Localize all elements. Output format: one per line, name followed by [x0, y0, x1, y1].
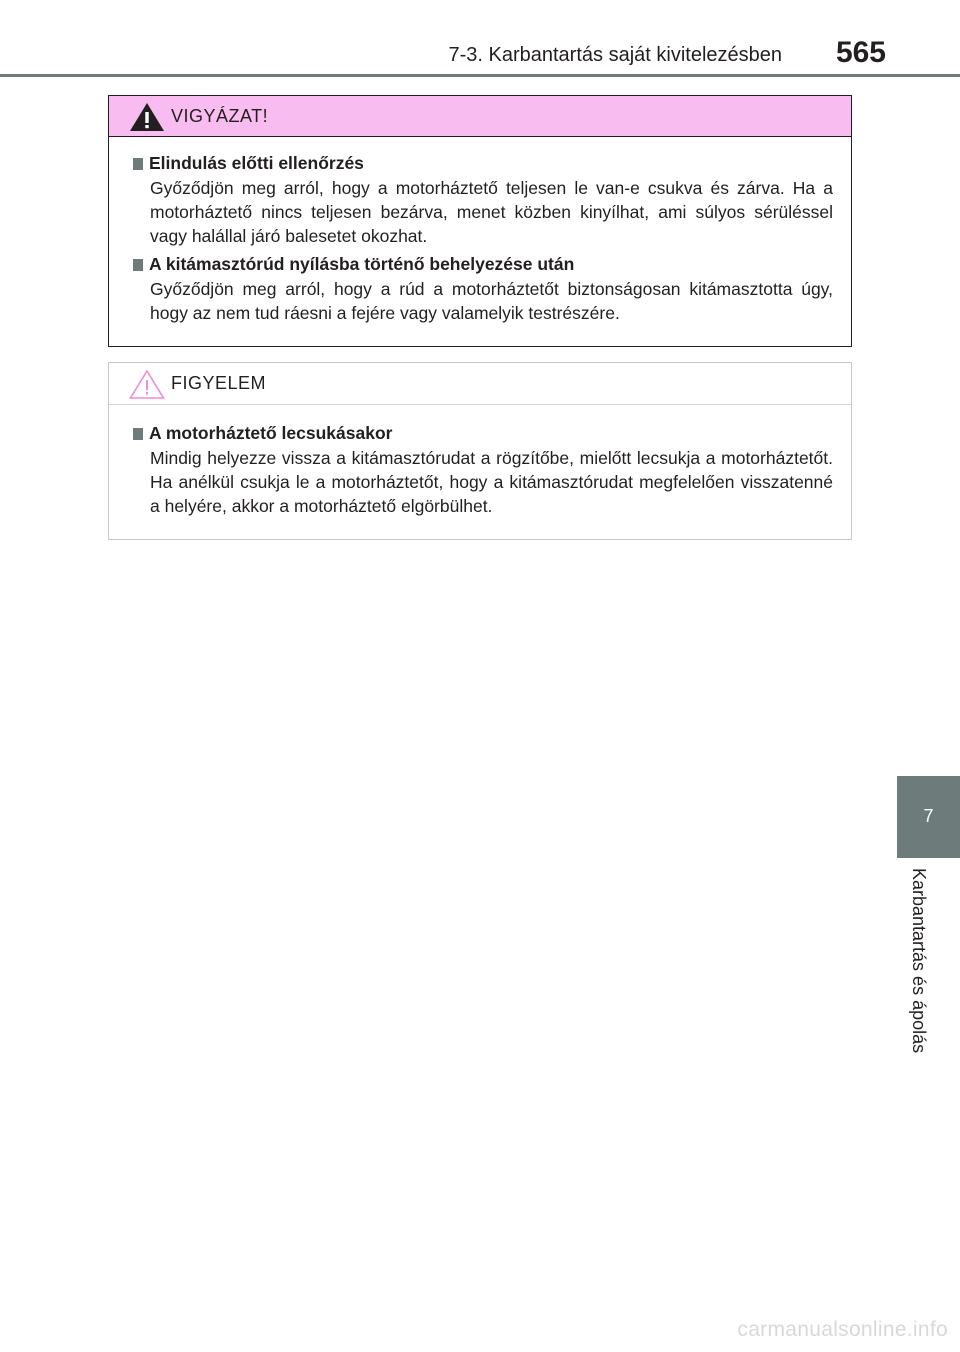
notice-heading: FIGYELEM — [171, 373, 267, 393]
warning-item-text: Győződjön meg arról, hogy a rúd a motorháztetőt biztonságosan kitámasztotta úgy, hogy az nem tud ráesni a fejére vagy valamelyik testrészére. — [150, 279, 833, 323]
warning-item — [133, 151, 833, 248]
warning-content — [109, 137, 851, 325]
warning-heading: VIGYÁZAT! — [171, 106, 269, 126]
notice-item — [133, 421, 833, 518]
warning-item-title: Elindulás előtti ellenőrzés — [133, 151, 833, 176]
warning-header — [109, 96, 851, 137]
chapter-number: 7 — [923, 806, 934, 826]
chapter-label: Karbantartás és ápolás — [909, 868, 929, 1054]
square-bullet-icon — [133, 158, 143, 170]
square-bullet-icon — [133, 259, 143, 271]
notice-content — [109, 405, 851, 518]
notice-item-text: Mindig helyezze vissza a kitámasztórudat a rögzítőbe, mielőtt lecsukja a motorháztetőt. Ha anélkül csukja le a motorháztetőt, hogy a kitámasztórudat megfelelően visszatenné a helyére, akkor a motorháztető elgörbülhet. — [150, 448, 833, 516]
header-divider — [0, 74, 960, 77]
warning-item-title: A kitámasztórúd nyílásba történő behelyezése után — [133, 252, 833, 277]
warning-triangle-icon — [129, 102, 165, 132]
warning-box — [108, 95, 852, 347]
warning-item — [133, 252, 833, 325]
notice-header — [109, 363, 851, 405]
chapter-tab — [897, 776, 960, 858]
watermark: carmanualsonline.info — [737, 1318, 948, 1341]
square-bullet-icon — [133, 428, 143, 440]
page-header — [0, 0, 960, 80]
warning-item-text: Győződjön meg arról, hogy a motorháztető teljesen le van-e csukva és zárva. Ha a motorháztető nincs teljesen bezárva, menet közben kinyílhat, ami súlyos sérüléssel vagy halállal járó balesetet okozhat. — [150, 178, 833, 246]
section-title: 7-3. Karbantartás saját kivitelezésben — [448, 44, 782, 66]
page-number: 565 — [835, 36, 886, 69]
notice-item-title: A motorháztető lecsukásakor — [133, 421, 833, 446]
caution-triangle-icon — [129, 369, 165, 399]
notice-box — [108, 362, 852, 540]
